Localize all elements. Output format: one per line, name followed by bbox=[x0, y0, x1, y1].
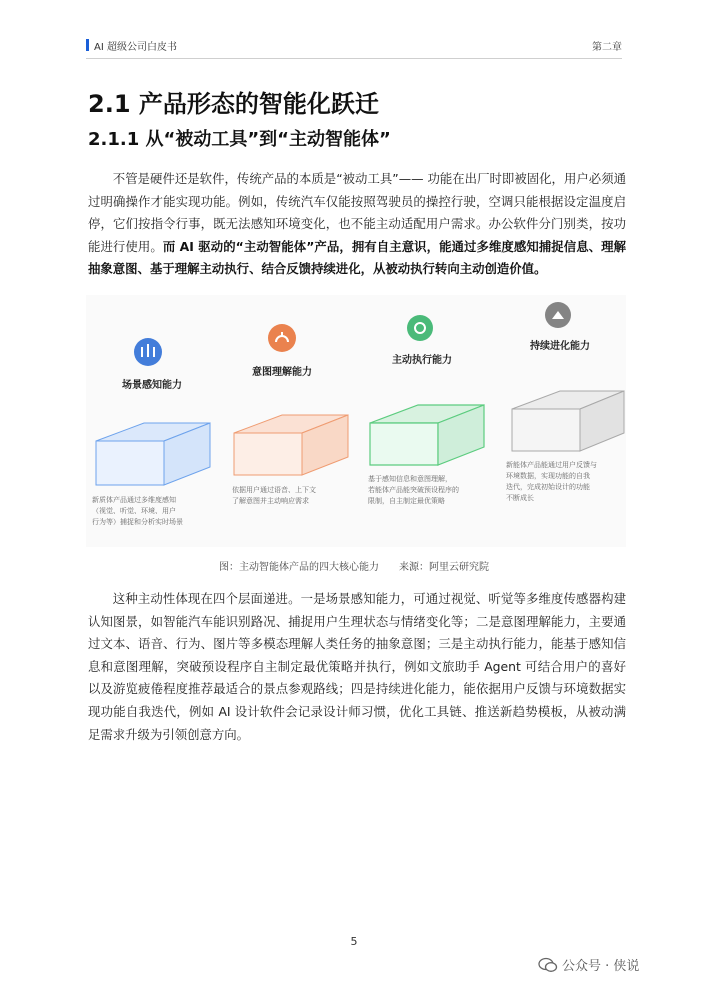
card-title-3: 主动执行能力 bbox=[392, 355, 452, 366]
header-chapter: 第二章 bbox=[592, 42, 622, 53]
card-desc-2b: 了解意图并主动响应需求 bbox=[232, 497, 309, 505]
paragraph-intro bbox=[88, 168, 626, 281]
card-title-1: 场景感知能力 bbox=[122, 380, 182, 391]
card-title-4: 持续进化能力 bbox=[530, 341, 590, 352]
card-intent-understanding bbox=[232, 324, 348, 505]
card-desc-1c: 行为等）捕捉和分析实时场景 bbox=[92, 518, 183, 526]
watermark-text: 公众号 · 侠说 bbox=[562, 959, 640, 974]
section-title: 2.1 产品形态的智能化跃迁 bbox=[88, 90, 379, 118]
card-title-2: 意图理解能力 bbox=[252, 367, 312, 378]
card-desc-4b: 环境数据，实现功能的自我 bbox=[506, 472, 590, 480]
watermark bbox=[538, 955, 639, 974]
card-active-execution bbox=[368, 315, 484, 506]
figure-caption: 图：主动智能体产品的四大核心能力 来源：阿里云研究院 bbox=[219, 562, 489, 573]
card-desc-1a: 新质体产品通过多维度感知 bbox=[92, 496, 176, 504]
header-divider bbox=[86, 58, 622, 59]
active-execution-icon bbox=[407, 315, 433, 341]
card-desc-3c: 限制，自主制定最优策略 bbox=[368, 497, 445, 505]
card-desc-1b: （视觉、听觉、环境、用户 bbox=[92, 507, 176, 515]
card-desc-3b: 若能体产品能突破预设程序的 bbox=[368, 486, 459, 494]
paragraph-levels: 这种主动性体现在四个层面递进。一是场景感知能力，可通过视觉、听觉等多维度传感器构建认知图景，如智能汽车能识别路况、捕捉用户生理状态与情绪变化等；二是意图理解能力，主要通过文本、语音、行为、图片等多模态理解人类任务的抽象意图；三是主动执行能力，能基于感知信息和意图理解，突破预设程序自主制定最优策略并执行，例如文旅助手 Agent 可结合用户的喜好以及游览疲倦程度推荐最适合的景点参观路线；四是持续进化能力，能依据用户反馈与环境数据实现功能自我迭代，例如 AI 设计软件会记录设计师习惯，优化工具链、推送新趋势模板，从被动满足需求升级为引领创意方向。 bbox=[88, 591, 626, 742]
subsection-title: 2.1.1 从“被动工具”到“主动智能体” bbox=[88, 129, 391, 150]
capability-figure-svg bbox=[86, 295, 626, 547]
card-continuous-evolution bbox=[506, 302, 624, 502]
card-desc-2a: 依据用户通过语音、上下文 bbox=[232, 486, 316, 494]
header-accent-bar bbox=[86, 39, 89, 51]
wechat-icon bbox=[538, 957, 558, 973]
header-doc-title: AI 超级公司白皮书 bbox=[94, 42, 177, 53]
card-scene-perception bbox=[92, 338, 210, 526]
intent-understanding-icon bbox=[268, 324, 296, 352]
card-desc-4d: 不断成长 bbox=[506, 494, 534, 502]
paragraph-intro-normal: 不管是硬件还是软件，传统产品的本质是“被动工具”—— 功能在出厂时即被固化，用户必须通过明确操作才能实现功能。例如，传统汽车仅能按照驾驶员的操控行驶，空调只能根据设定温度启停，它们按指令行事，既无法感知环境变化，也不能主动适配用户需求。办公软件分门别类，按功能进行使用。 bbox=[88, 171, 626, 254]
card-desc-4c: 迭代，完成初始设计的功能 bbox=[506, 483, 590, 491]
paragraph-intro-bold: 而 AI 驱动的“主动智能体”产品，拥有自主意识，能通过多维度感知捕捉信息、理解抽象意图、基于理解主动执行、结合反馈持续进化，从被动执行转向主动创造价值。 bbox=[88, 238, 627, 277]
card-desc-3a: 基于感知信息和意图理解， bbox=[368, 475, 452, 483]
capability-figure bbox=[86, 295, 626, 547]
card-desc-4a: 新能体产品能通过用户反馈与 bbox=[506, 461, 597, 469]
page-number: 5 bbox=[350, 935, 358, 948]
